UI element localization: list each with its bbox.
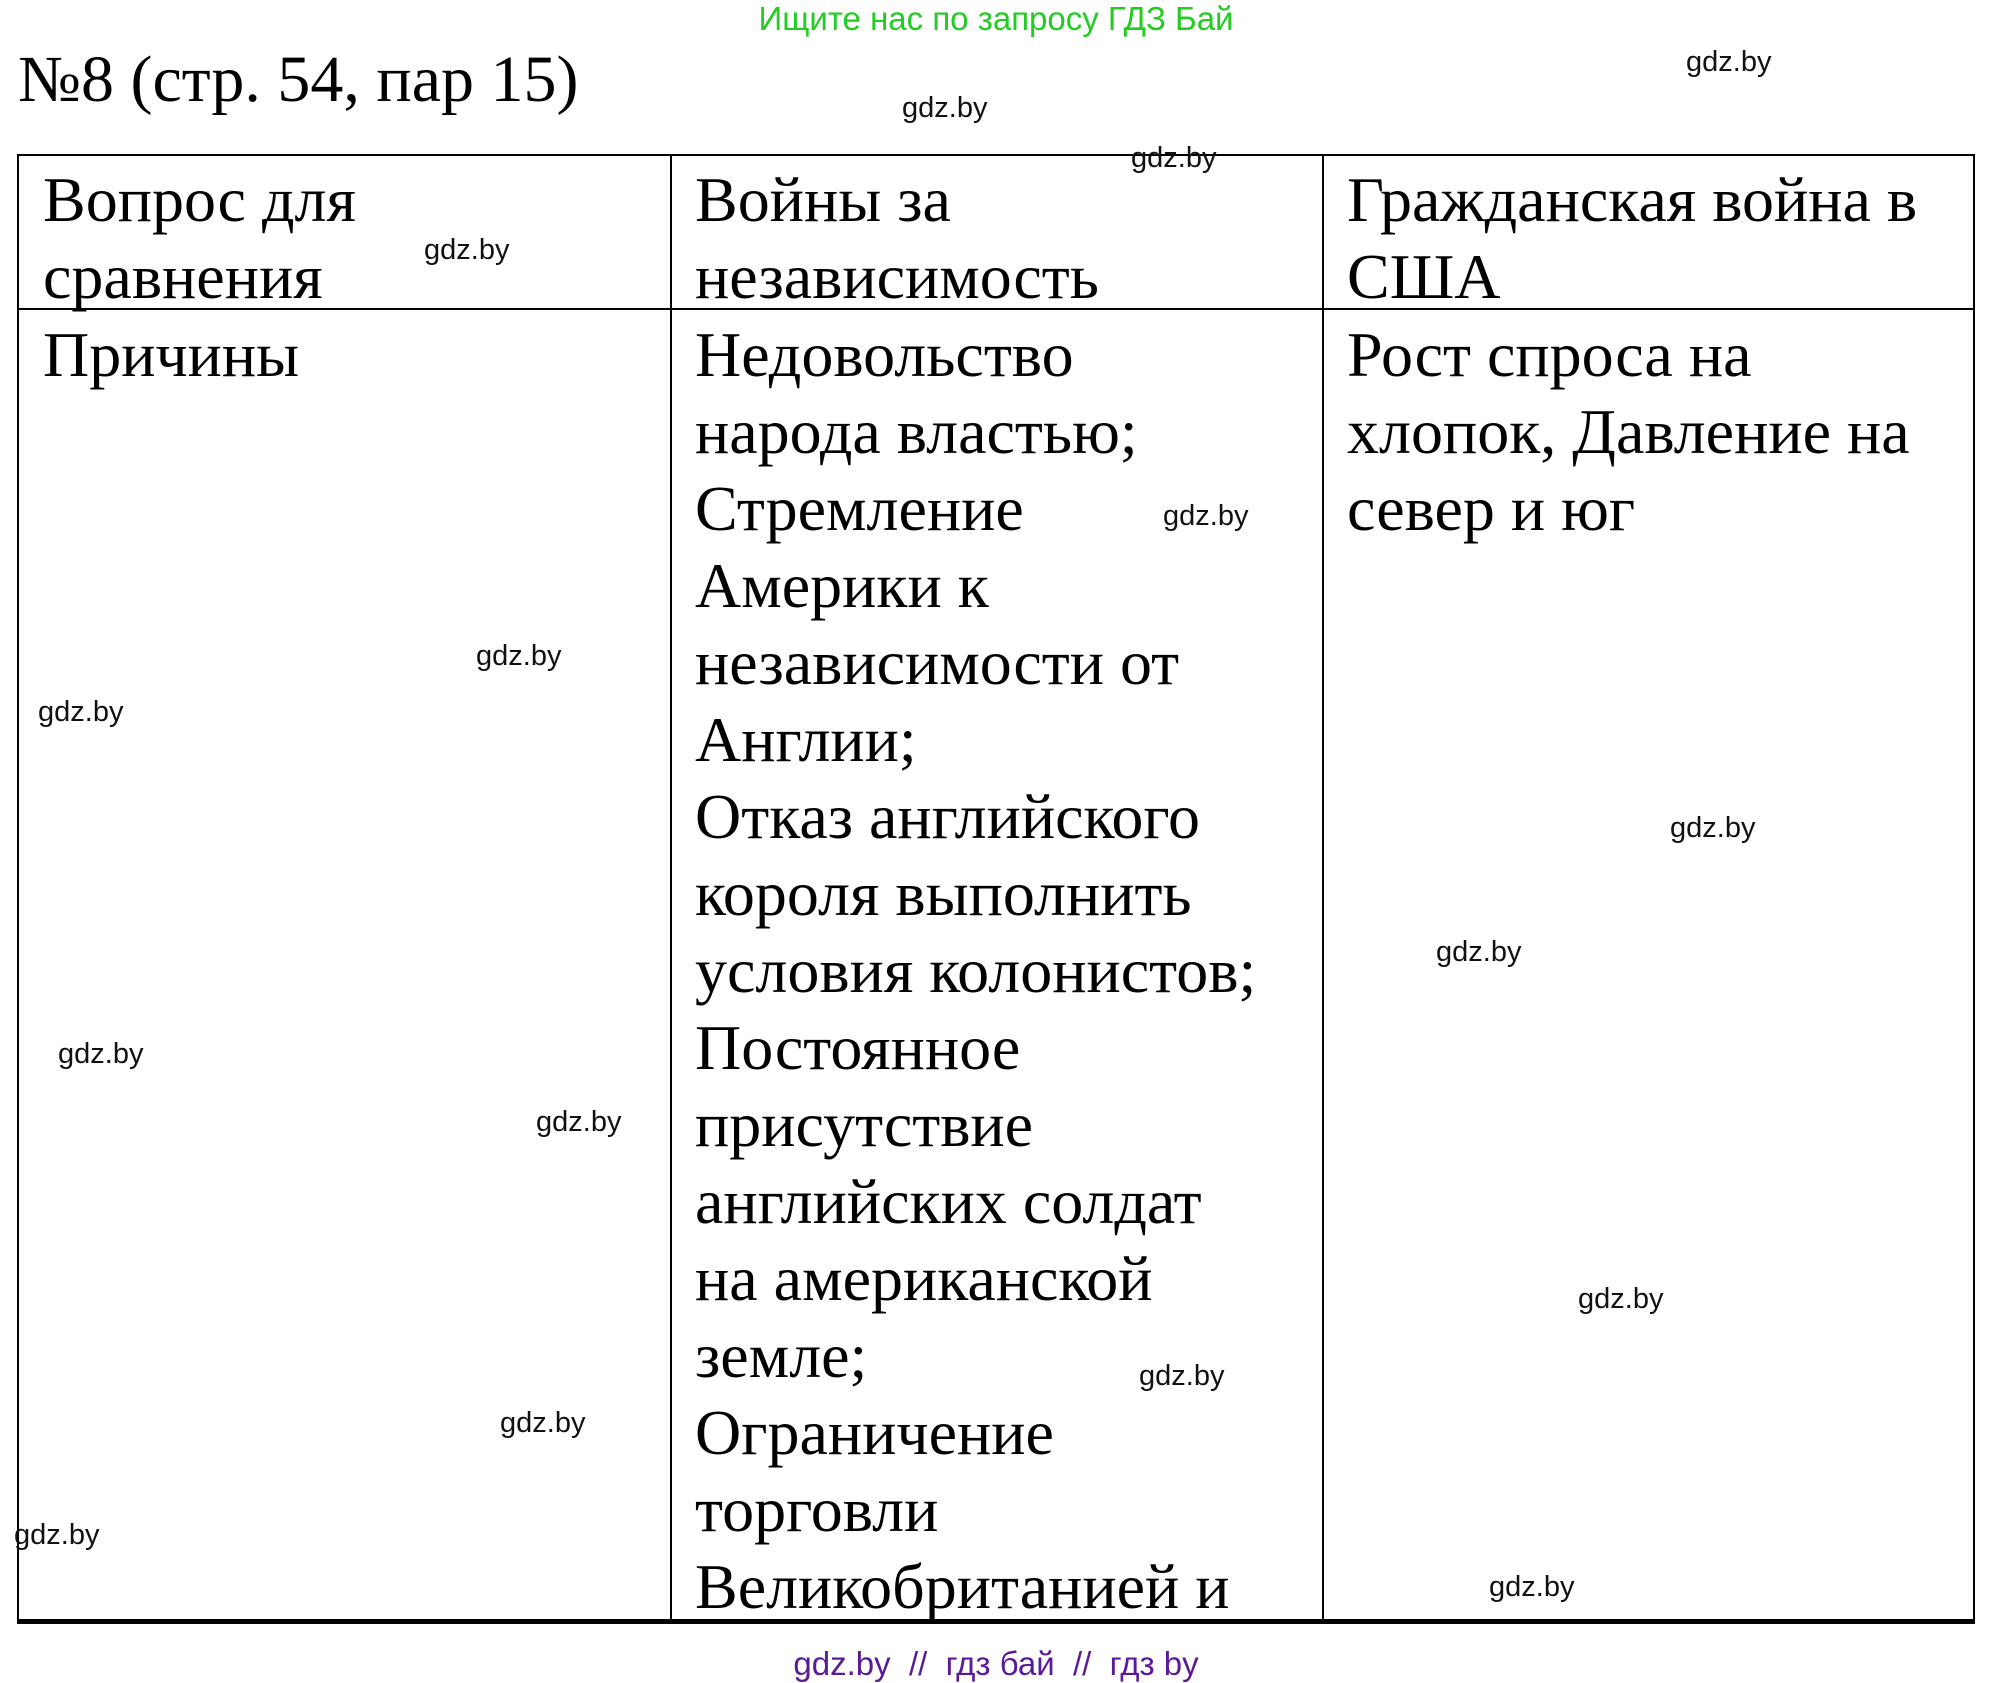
row-question-causes: [43, 316, 299, 393]
cell-line: Англии;: [695, 704, 917, 775]
header-line: Войны за: [695, 164, 951, 235]
cell-line: север и юг: [1347, 473, 1636, 544]
cell-line: Ограничение: [695, 1397, 1054, 1468]
cell-line: условия колонистов;: [695, 935, 1257, 1006]
watermark-label: gdz.by: [1686, 46, 1772, 78]
page-title: №8 (стр. 54, пар 15): [18, 43, 579, 116]
cell-line: торговли: [695, 1474, 939, 1545]
header-line: Гражданская война в: [1347, 164, 1918, 235]
watermark-label: gdz.by: [58, 1038, 144, 1070]
cell-line: независимости от: [695, 627, 1180, 698]
top-banner: Ищите нас по запросу ГДЗ Бай: [758, 0, 1234, 37]
header-line: США: [1347, 241, 1501, 312]
header-question: [43, 161, 356, 315]
cell-line: Америки к: [695, 550, 989, 621]
cell-line: хлопок, Давление на: [1347, 396, 1910, 467]
cell-line: Великобританией и: [695, 1551, 1230, 1622]
cell-line: короля выполнить: [695, 858, 1192, 929]
cell-us-civil-war-causes: [1347, 316, 1910, 547]
watermark-label: gdz.by: [14, 1519, 100, 1551]
footer-watermark: gdz.by // гдз бай // гдз by: [793, 1645, 1199, 1682]
cell-line: Постоянное: [695, 1012, 1021, 1083]
cell-line: Отказ английского: [695, 781, 1200, 852]
watermark-label: gdz.by: [476, 640, 562, 672]
watermark-label: gdz.by: [1578, 1283, 1664, 1315]
watermark-label: gdz.by: [1670, 812, 1756, 844]
watermark-label: gdz.by: [902, 92, 988, 124]
cell-line: присутствие: [695, 1089, 1034, 1160]
watermark-label: gdz.by: [1436, 936, 1522, 968]
column-divider: [1322, 156, 1324, 1619]
watermark-label: gdz.by: [1163, 500, 1249, 532]
column-divider: [670, 156, 672, 1619]
header-us-civil-war: [1347, 161, 1917, 315]
header-line: сравнения: [43, 241, 323, 312]
header-independence-wars: [695, 161, 1099, 315]
cell-line: Рост спроса на: [1347, 319, 1752, 390]
watermark-label: gdz.by: [1139, 1360, 1225, 1392]
watermark-label: gdz.by: [38, 696, 124, 728]
comparison-table: [17, 154, 1975, 1624]
cell-line: английских солдат: [695, 1166, 1202, 1237]
watermark-label: gdz.by: [1489, 1571, 1575, 1603]
watermark-label: gdz.by: [1131, 142, 1217, 174]
cell-line: Стремление: [695, 473, 1024, 544]
watermark-label: gdz.by: [500, 1407, 586, 1439]
cell-line: Недовольство: [695, 319, 1074, 390]
header-line: Вопрос для: [43, 164, 356, 235]
cell-line: Причины: [43, 319, 300, 390]
watermark-label: gdz.by: [536, 1106, 622, 1138]
cell-line: народа властью;: [695, 396, 1138, 467]
cell-line: земле;: [695, 1320, 868, 1391]
watermark-label: gdz.by: [424, 234, 510, 266]
header-line: независимость: [695, 241, 1099, 312]
cell-line: на американской: [695, 1243, 1153, 1314]
